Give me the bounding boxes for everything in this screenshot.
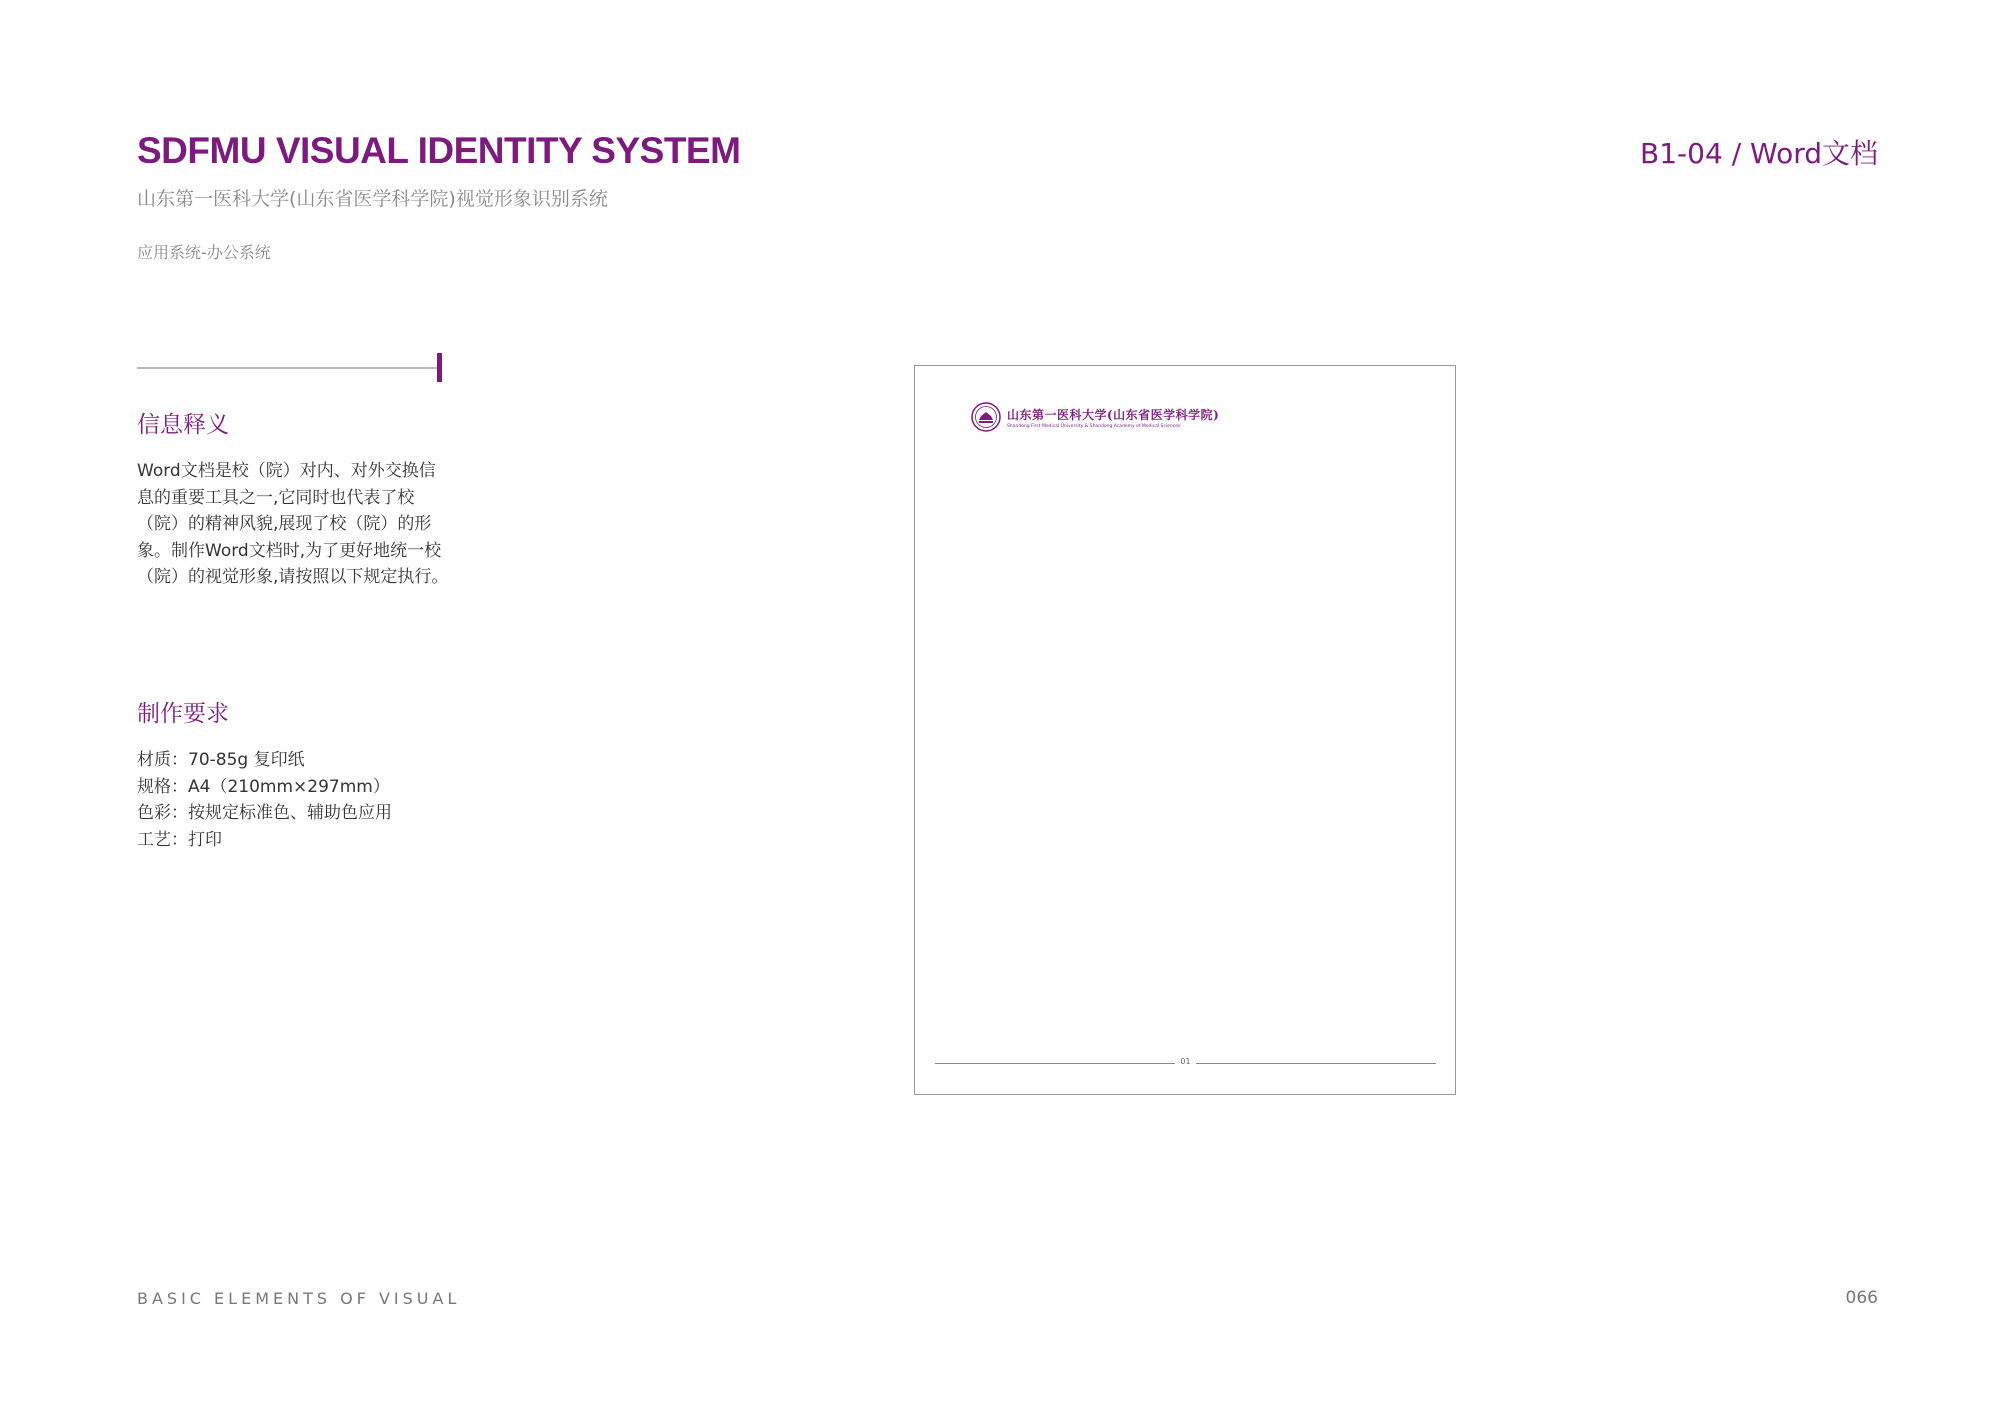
page-subtitle: 山东第一医科大学(山东省医学科学院)视觉形象识别系统 bbox=[137, 188, 608, 210]
section-label: 应用系统-办公系统 bbox=[137, 243, 271, 262]
requirements-list bbox=[137, 747, 392, 853]
requirement-item: 色彩：按规定标准色、辅助色应用 bbox=[137, 803, 392, 823]
requirement-item: 材质：70-85g 复印纸 bbox=[137, 750, 305, 770]
page-title: SDFMU VISUAL IDENTITY SYSTEM bbox=[137, 130, 741, 171]
requirement-item: 工艺：打印 bbox=[137, 829, 222, 850]
info-heading: 信息释义 bbox=[137, 412, 229, 438]
logo-chinese-name: 山东第一医科大学(山东省医学科学院) bbox=[1007, 407, 1220, 422]
requirement-item: 规格：A4（210mm×297mm） bbox=[137, 776, 390, 797]
logo-english-name: Shandong First Medical University & Shandong Academy of Medical Sciences bbox=[1007, 423, 1181, 429]
doc-footer-line-left bbox=[935, 1063, 1175, 1064]
requirements-heading: 制作要求 bbox=[137, 701, 229, 727]
divider-line bbox=[137, 367, 439, 369]
footer-label: BASIC ELEMENTS OF VISUAL bbox=[137, 1289, 461, 1308]
doc-page-number: 01 bbox=[1180, 1057, 1191, 1066]
page-code: B1-04 / Word文档 bbox=[1640, 137, 1878, 170]
word-document-preview bbox=[914, 365, 1456, 1095]
doc-footer-line-right bbox=[1196, 1063, 1436, 1064]
divider-accent bbox=[437, 353, 442, 382]
university-logo bbox=[971, 402, 1219, 432]
info-body: Word文档是校（院）对内、对外交换信息的重要工具之一,它同时也代表了校（院）的精神风貌,展现了校（院）的形象。制作Word文档时,为了更好地统一校（院）的视觉形象,请按照以下规定执行。 bbox=[137, 461, 449, 587]
university-emblem-icon bbox=[971, 402, 1001, 432]
footer-page-number: 066 bbox=[1845, 1288, 1878, 1308]
